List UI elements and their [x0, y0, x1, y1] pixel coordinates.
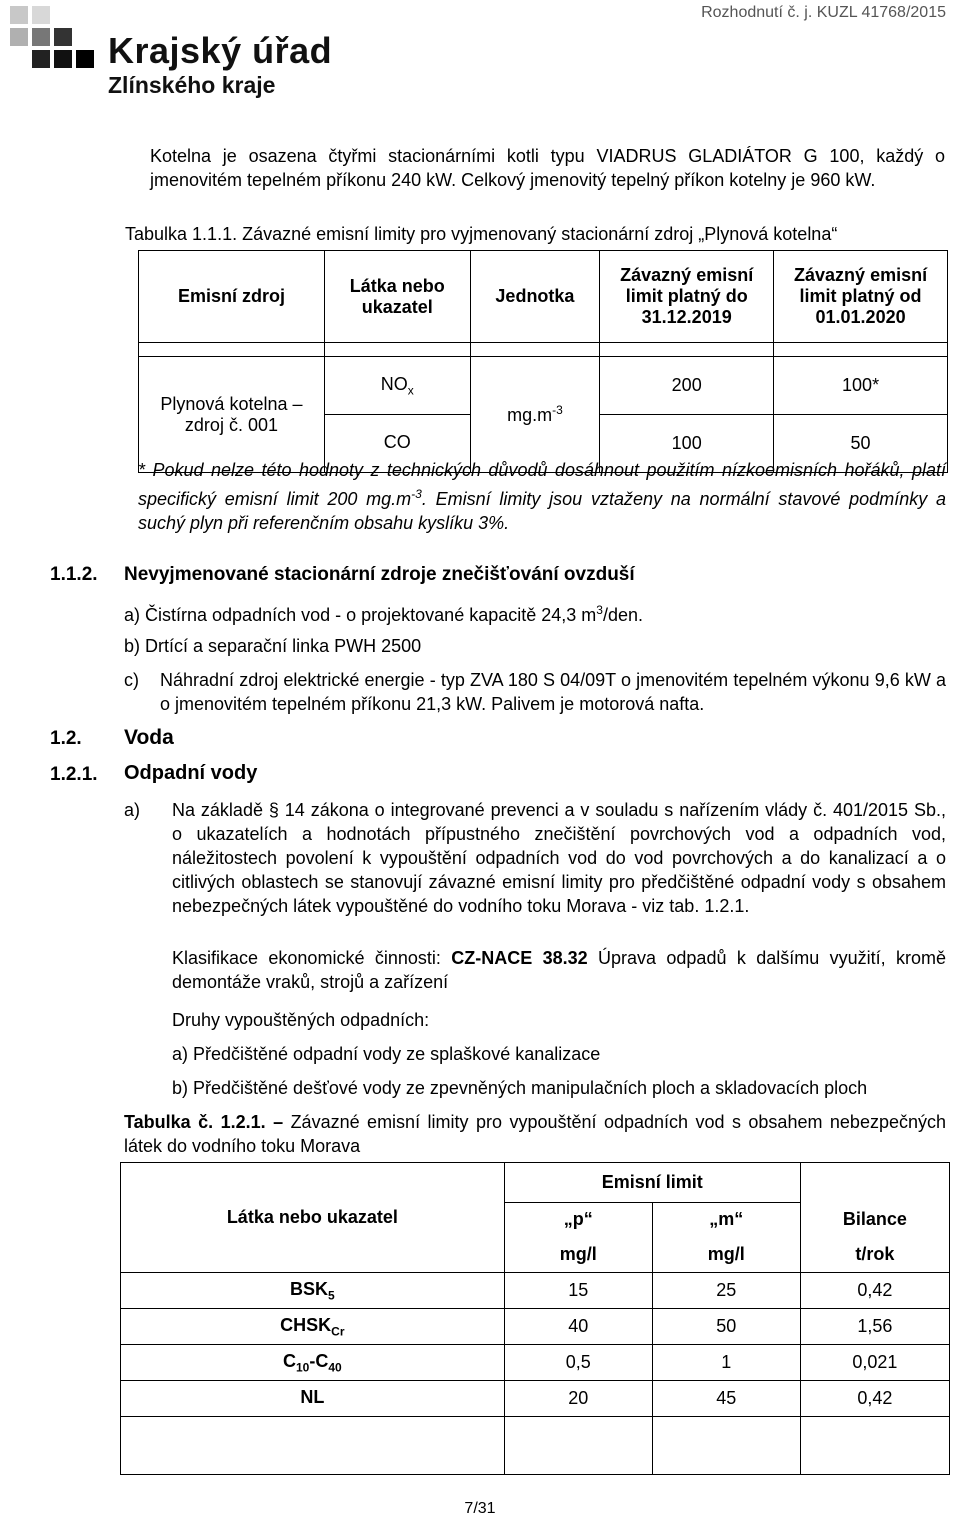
p-value-cell: 20: [504, 1381, 652, 1417]
section-number: 1.1.2.: [50, 564, 98, 585]
table-row: [121, 1273, 950, 1309]
list-item: a) Čistírna odpadních vod - o projektované kapacitě 24,3 $m^3$/den.: [124, 603, 644, 625]
m-value-cell: 50: [652, 1309, 800, 1345]
col-unit: Jednotka: [470, 251, 600, 343]
col-bilance-unit: t/rok: [800, 1237, 949, 1273]
limit-2020-cell: 100*: [774, 357, 948, 415]
m-value-cell: 25: [652, 1273, 800, 1309]
list-item-label: c): [124, 670, 139, 690]
substance-cell: NL: [121, 1381, 505, 1417]
table-row: [121, 1381, 950, 1417]
table-row: [121, 1309, 950, 1345]
table-row: [121, 1345, 950, 1381]
col-bilance: Bilance: [800, 1203, 949, 1237]
table1-caption-number: Tabulka 1.1.1.: [125, 224, 238, 244]
col-m: „m“: [652, 1203, 800, 1237]
section-sign-icon: §: [268, 800, 279, 820]
bilance-cell: 1,56: [800, 1309, 949, 1345]
col-emission-source: Emisní zdroj: [139, 251, 325, 343]
table1-caption: [125, 222, 945, 246]
m-value-cell: 45: [652, 1381, 800, 1417]
limit-2019-cell: 200: [600, 357, 774, 415]
table-row: [121, 1417, 950, 1475]
list-item-label: a): [124, 800, 141, 820]
table1-caption-text: Závazné emisní limity pro vyjmenovaný stacionární zdroj „Plynová kotelna“: [237, 224, 838, 244]
p-value-cell: 40: [504, 1309, 652, 1345]
list-item: Na základě § 14 zákona o integrované prevenci a v souladu s nařízením vlády č. 401/2015 Sb., o ukazatelích a hodnotách přípustného znečištění povrchových vod a odpadních vod, náležitostech povolení k vypouštění odpadních vod do vod povrchových a do kanalizací a o citlivých oblastech se stanovují závazné emisní limity pro předčištěné odpadní vody s obsahem nebezpečných látek vypouštěné do vodního toku Morava - viz tab. 1.2.1.: [172, 800, 946, 916]
emission-limits-table: [138, 250, 948, 473]
col-limit-2019: Závazný emisní limit platný do 31.12.2019: [600, 251, 774, 343]
substance-cell: $NO_x$: [324, 357, 470, 415]
emission-source-cell: Plynová kotelna – zdroj č. 001: [139, 357, 325, 473]
p-value-cell: 0,5: [504, 1345, 652, 1381]
list-item: b) Předčištěné dešťové vody ze zpevněných manipulačních ploch a skladovacích ploch: [172, 1078, 868, 1098]
bilance-cell: 0,42: [800, 1381, 949, 1417]
logo-title: Krajský úřad: [108, 30, 333, 71]
discharge-types-heading: Druhy vypouštěných odpadních:: [172, 1010, 430, 1030]
list-item: Náhradní zdroj elektrické energie - typ ZVA 180 S 04/09T o jmenovitém tepelném výkonu 9,6 kW a o jmenovitém tepelném příkonu 21,3 kW. Palivem je motorová nafta.: [160, 670, 946, 714]
intro-paragraph: Kotelna je osazena čtyřmi stacionárními kotli typu VIADRUS GLADIÁTOR G 100, každý o jmenovitém tepelném příkonu 240 kW. Celkový jmenovitý tepelný příkon kotelny je 960 kW.: [150, 146, 945, 190]
bilance-cell: 0,42: [800, 1273, 949, 1309]
col-p-unit: mg/l: [504, 1237, 652, 1273]
col-emission-limit: Emisní limit: [504, 1163, 800, 1203]
section-title: Odpadní vody: [124, 762, 258, 784]
table-row: [139, 357, 948, 415]
section-title: Voda: [124, 726, 174, 749]
col-substance: Látka nebo ukazatel: [324, 251, 470, 343]
bilance-cell: 0,021: [800, 1345, 949, 1381]
section-title: Nevyjmenované stacionární zdroje znečišťování ovzduší: [124, 564, 635, 585]
table1-footnote: * Pokud nelze této hodnoty z technických důvodů dosáhnout použitím nízkoemisních hořáků, platí specifický emisní limit 200 $mg.m^{-3}$. Emisní limity jsou vztaženy na normální stavové podmínky a suchý plyn při referenčním obsahu kyslíku 3%.: [138, 460, 946, 533]
wastewater-limits-table: [120, 1162, 950, 1475]
list-item: b) Drtící a separační linka PWH 2500: [124, 636, 422, 656]
m-value-cell: 1: [652, 1345, 800, 1381]
substance-cell: $C_{10}-C_{40}$: [121, 1345, 505, 1381]
limit-2019-cell: 100: [600, 415, 774, 473]
page-number: 7/31: [464, 1500, 496, 1517]
section-number: 1.2.: [50, 728, 82, 749]
col-substance: Látka nebo ukazatel: [121, 1163, 505, 1273]
document-reference: Rozhodnutí č. j. KUZL 41768/2015: [701, 4, 946, 21]
list-item: a) Předčištěné odpadní vody ze splaškové kanalizace: [172, 1044, 601, 1064]
substance-cell: $CHSK_{Cr}$: [121, 1309, 505, 1345]
table-header-row: [121, 1163, 950, 1203]
logo-mark: [10, 6, 100, 76]
table2-caption: Tabulka č. 1.2.1. – Závazné emisní limity pro vypouštění odpadních vod s obsahem nebezpečných látek do vodního toku Morava: [124, 1112, 946, 1156]
col-m-unit: mg/l: [652, 1237, 800, 1273]
substance-cell: $BSK_5$: [121, 1273, 505, 1309]
table-header-row: [139, 251, 948, 343]
logo-subtitle: Zlínského kraje: [108, 72, 276, 98]
col-p: „p“: [504, 1203, 652, 1237]
limit-2020-cell: 50: [774, 415, 948, 473]
nace-classification: Klasifikace ekonomické činnosti: CZ-NACE 38.32 Úprava odpadů k dalšímu využití, kromě demontáže vraků, strojů a zařízení: [172, 948, 946, 992]
section-number: 1.2.1.: [50, 764, 98, 785]
unit-cell: $mg.m^{-3}$: [470, 357, 600, 473]
substance-cell: CO: [324, 415, 470, 473]
col-bilance-top: [800, 1163, 949, 1203]
col-limit-2020: Závazný emisní limit platný od 01.01.2020: [774, 251, 948, 343]
p-value-cell: 15: [504, 1273, 652, 1309]
